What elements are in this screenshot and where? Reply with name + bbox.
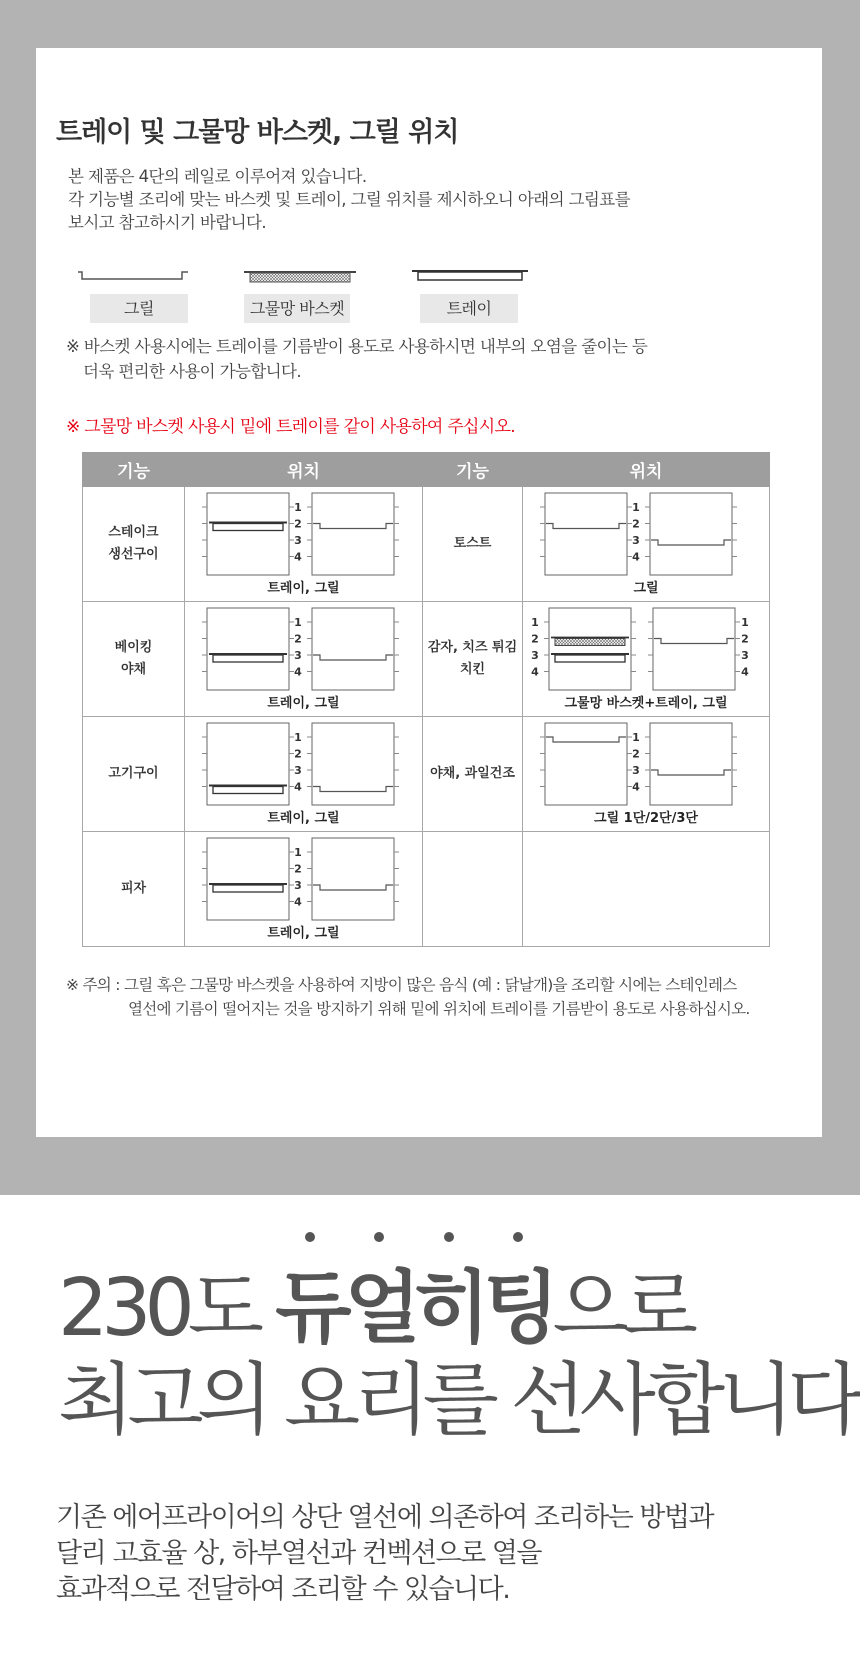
function-label: 야채 — [120, 662, 147, 677]
rail-number: 3 — [632, 534, 640, 547]
hero-headline — [58, 1262, 857, 1446]
rail-number: 3 — [741, 649, 749, 662]
tray-illustration — [412, 269, 530, 283]
table-row — [83, 832, 770, 947]
rail-number: 4 — [531, 665, 539, 679]
page-title: 트레이 및 그물망 바스켓, 그릴 위치 — [56, 117, 459, 148]
oven-cavity — [312, 608, 394, 690]
position-cell — [185, 832, 423, 947]
footnote-line: ※ 주의 : 그릴 혹은 그물망 바스켓을 사용하여 지방이 많은 음식 (예 : 닭날개)을 조리할 시에는 스테인레스 — [66, 976, 737, 994]
oven-cavity — [549, 608, 631, 690]
oven-cavity — [207, 493, 289, 575]
header-function: 기능 — [83, 453, 185, 487]
oven-cavity — [312, 723, 394, 805]
hero-emphasis — [275, 1262, 552, 1354]
position-caption: 트레이, 그릴 — [267, 926, 340, 941]
accessory-label-mesh-basket: 그물망 바스켓 — [244, 294, 350, 323]
oven-cavity — [545, 493, 627, 575]
position-caption: 그릴 1단/2단/3단 — [594, 811, 698, 826]
position-caption: 그물망 바스켓+트레이, 그릴 — [564, 696, 728, 711]
rail-number: 4 — [294, 550, 302, 564]
position-cell — [185, 602, 423, 717]
header-position: 위치 — [185, 453, 423, 487]
hero-tail: 으로 — [552, 1262, 692, 1354]
position-caption: 트레이, 그릴 — [267, 696, 340, 711]
rail-number: 1 — [741, 616, 749, 629]
oven-cavity — [312, 493, 394, 575]
caution-footnote — [66, 973, 750, 1021]
note-line: 더욱 편리한 사용이 가능합니다. — [83, 362, 301, 381]
rail-number: 2 — [531, 632, 539, 646]
rail-number: 1 — [294, 731, 302, 744]
rail-number: 2 — [632, 747, 640, 761]
rail-number: 4 — [632, 780, 640, 794]
note-line: ※ 바스켓 사용시에는 트레이를 기름받이 용도로 사용하시면 내부의 오염을 줄이는 등 — [66, 337, 648, 356]
oven-cavity — [650, 723, 732, 805]
function-cell — [83, 832, 185, 947]
position-cell — [185, 717, 423, 832]
position-cell — [185, 487, 423, 602]
footnote-line: 열선에 기름이 떨어지는 것을 방지하기 위해 밑에 위치에 트레이를 기름받이 용도로 사용하십시오. — [128, 1000, 750, 1018]
function-label: 치킨 — [459, 662, 486, 677]
position-caption: 트레이, 그릴 — [267, 581, 340, 596]
hero-emphasis-text: 듀얼히팅 — [275, 1262, 553, 1354]
position-caption: 트레이, 그릴 — [267, 811, 340, 826]
accessory-label-grill: 그릴 — [90, 294, 188, 323]
basket-mark — [555, 639, 625, 646]
rail-number: 4 — [294, 895, 302, 909]
position-cell — [523, 717, 770, 832]
tray-mark — [555, 655, 625, 662]
oven-cavity — [650, 493, 732, 575]
tray-mark — [213, 787, 283, 794]
grill-illustration — [76, 270, 196, 284]
tray-mark — [213, 885, 283, 892]
rail-number: 2 — [741, 632, 749, 646]
position-cell — [523, 487, 770, 602]
function-cell — [423, 487, 523, 602]
rail-number: 4 — [294, 665, 302, 679]
rail-number: 2 — [294, 632, 302, 646]
intro-text — [68, 165, 630, 234]
oven-cavity — [207, 608, 289, 690]
rail-number: 3 — [531, 649, 539, 662]
rail-number: 3 — [294, 879, 302, 892]
rail-number: 2 — [294, 747, 302, 761]
rail-number: 2 — [632, 517, 640, 531]
hero-line-1 — [58, 1262, 857, 1354]
rail-number: 3 — [294, 649, 302, 662]
tray-mark — [213, 655, 283, 662]
rail-number: 4 — [294, 780, 302, 794]
function-cell — [423, 717, 523, 832]
function-label: 감자, 치즈 튀김 — [427, 640, 518, 655]
hero-line-2: 최고의 요리를 선사합니다 — [58, 1354, 857, 1446]
function-cell — [423, 602, 523, 717]
basket-note — [66, 334, 647, 384]
intro-line: 본 제품은 4단의 레일로 이루어져 있습니다. — [68, 167, 367, 186]
table-row — [83, 602, 770, 717]
header-position: 위치 — [523, 453, 770, 487]
intro-line: 각 기능별 조리에 맞는 바스켓 및 트레이, 그릴 위치를 제시하오니 아래의 그림표를 — [68, 190, 630, 209]
function-label: 피자 — [120, 881, 147, 896]
rail-number: 3 — [632, 764, 640, 777]
description-line: 기존 에어프라이어의 상단 열선에 의존하여 조리하는 방법과 — [56, 1502, 714, 1533]
tray-mark — [213, 524, 283, 531]
function-label: 스테이크 — [108, 525, 159, 540]
rail-number: 3 — [294, 534, 302, 547]
table-header-row — [83, 453, 770, 487]
mesh-basket-illustration — [244, 270, 359, 286]
hero-lead: 230도 — [58, 1262, 276, 1354]
feature-description — [56, 1500, 713, 1608]
rail-number: 1 — [294, 501, 302, 514]
emphasis-dots — [275, 1232, 552, 1242]
function-label: 베이킹 — [114, 640, 153, 655]
rail-number: 4 — [632, 550, 640, 564]
rail-number: 2 — [294, 517, 302, 531]
function-label: 생선구이 — [108, 547, 159, 562]
rail-number: 2 — [294, 862, 302, 876]
oven-cavity — [207, 838, 289, 920]
position-caption: 그릴 — [633, 581, 659, 596]
oven-cavity — [545, 723, 627, 805]
header-function: 기능 — [423, 453, 523, 487]
rail-number: 4 — [741, 665, 749, 679]
oven-cavity — [653, 608, 735, 690]
function-cell — [83, 717, 185, 832]
empty-cell — [423, 832, 523, 947]
warning-text: ※ 그물망 바스켓 사용시 밑에 트레이를 같이 사용하여 주십시오. — [66, 417, 515, 437]
function-label: 토스트 — [453, 536, 492, 551]
function-cell — [83, 602, 185, 717]
empty-cell — [523, 832, 770, 947]
instruction-card — [36, 48, 822, 1137]
function-label: 고기구이 — [108, 766, 159, 781]
table-row — [83, 717, 770, 832]
rail-number: 3 — [294, 764, 302, 777]
rail-number: 1 — [294, 616, 302, 629]
table-row — [83, 487, 770, 602]
function-cell — [83, 487, 185, 602]
accessory-label-tray: 트레이 — [420, 294, 518, 323]
rail-number: 1 — [531, 616, 539, 629]
description-line: 효과적으로 전달하여 조리할 수 있습니다. — [56, 1574, 510, 1605]
rail-number: 1 — [632, 731, 640, 744]
rail-number: 1 — [632, 501, 640, 514]
intro-line: 보시고 참고하시기 바랍니다. — [68, 213, 267, 232]
rail-number: 1 — [294, 846, 302, 859]
description-line: 달리 고효율 상, 하부열선과 컨벡션으로 열을 — [56, 1538, 541, 1569]
position-cell — [523, 602, 770, 717]
function-label: 야채, 과일건조 — [430, 766, 515, 781]
position-table — [82, 452, 770, 947]
oven-cavity — [312, 838, 394, 920]
